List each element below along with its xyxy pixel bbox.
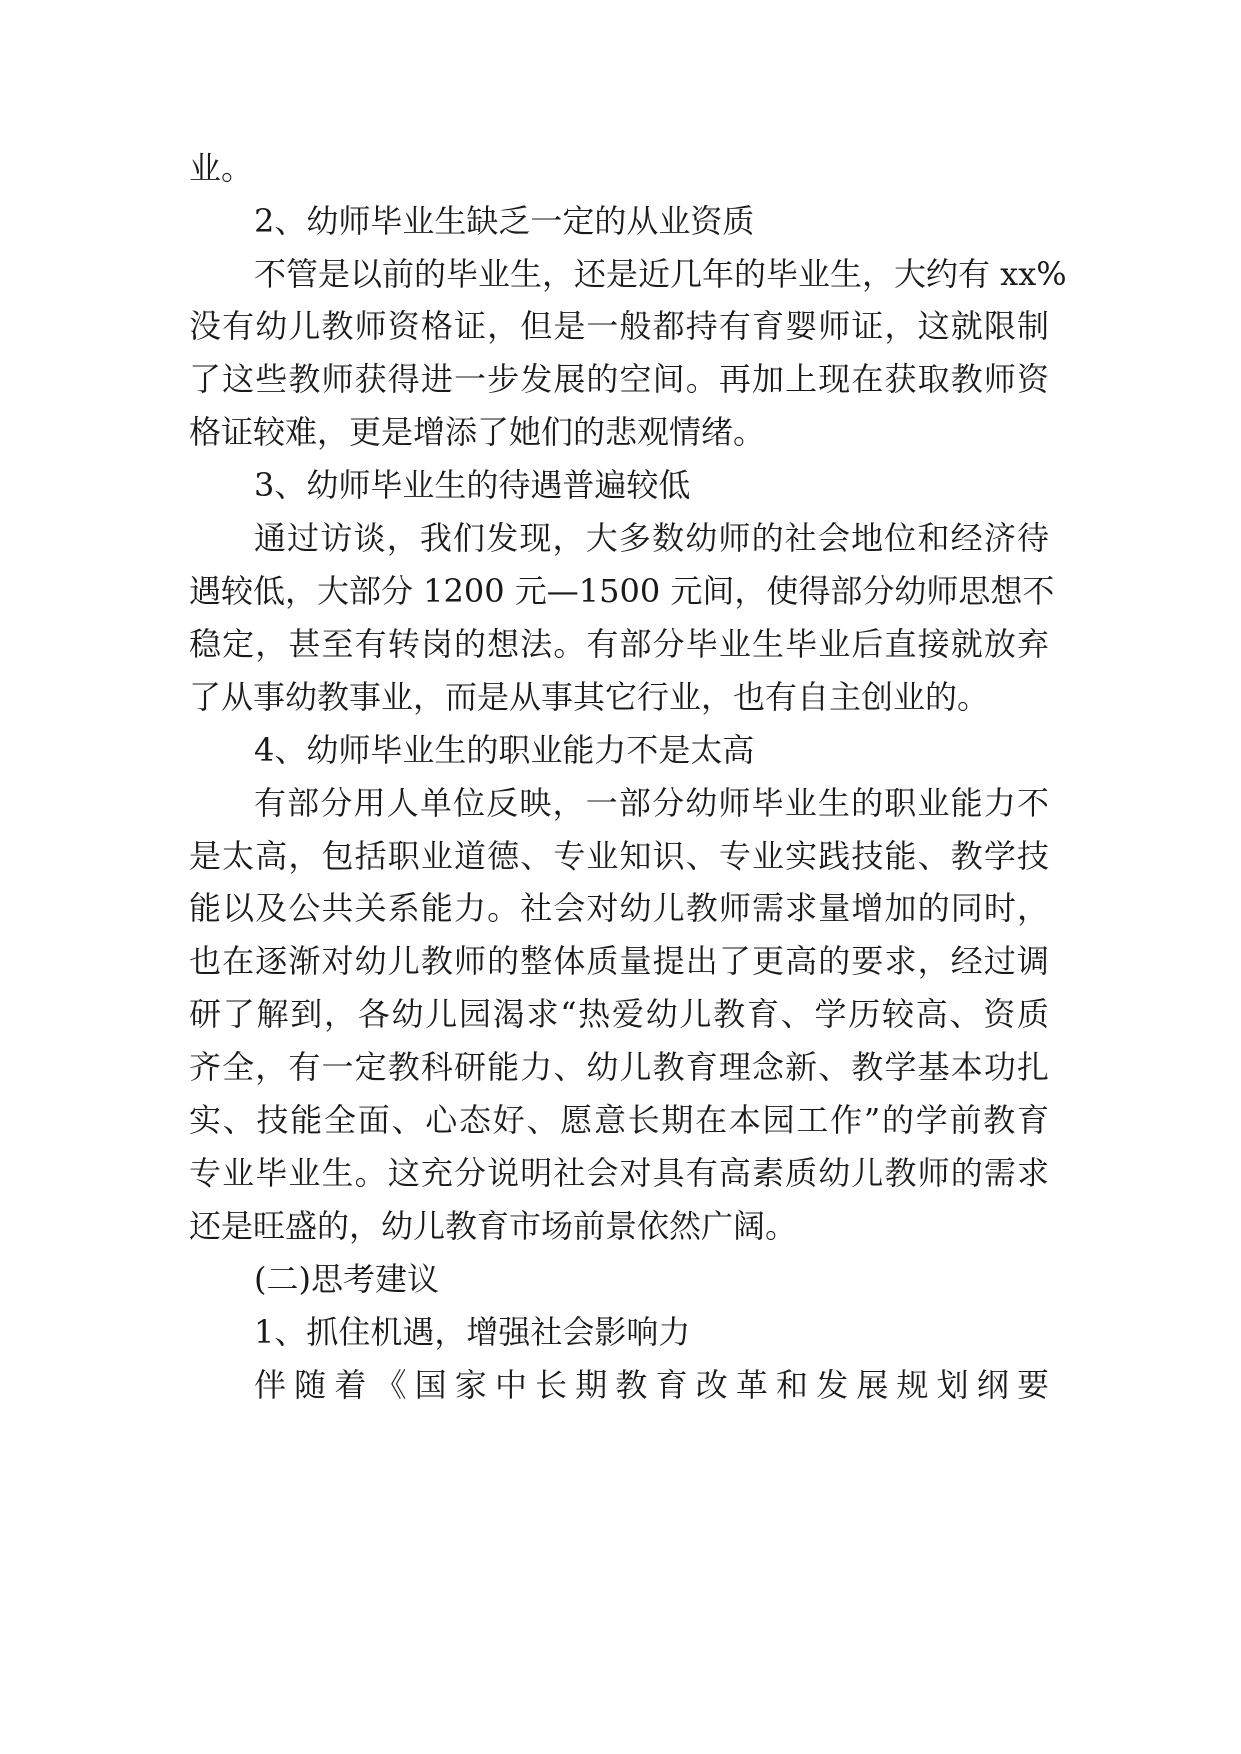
section-heading: 3、幼师毕业生的待遇普遍较低 <box>254 466 691 504</box>
text-line: 遇较低，大部分 1200 元—1500 元间，使得部分幼师思想不 <box>189 572 1055 610</box>
section-heading: 4、幼师毕业生的职业能力不是太高 <box>254 731 755 769</box>
text-line: 伴随着《国家中长期教育改革和发展规划纲要 <box>254 1366 1049 1404</box>
text-line: 是太高，包括职业道德、专业知识、专业实践技能、教学技 <box>189 837 1049 875</box>
text-line: 不管是以前的毕业生，还是近几年的毕业生，大约有 xx% <box>254 255 1067 293</box>
text-line: 专业毕业生。这充分说明社会对具有高素质幼儿教师的需求 <box>189 1154 1049 1192</box>
text-line: 研了解到，各幼儿园渴求“热爱幼儿教育、学历较高、资质 <box>189 995 1049 1033</box>
section-heading: 2、幼师毕业生缺乏一定的从业资质 <box>254 202 755 240</box>
text-line: 业。 <box>189 149 254 187</box>
text-line: 还是旺盛的，幼儿教育市场前景依然广阔。 <box>189 1207 798 1245</box>
section-heading: (二)思考建议 <box>254 1260 439 1298</box>
text-line: 没有幼儿教师资格证，但是一般都持有育婴师证，这就限制 <box>189 307 1049 345</box>
text-line: 了这些教师获得进一步发展的空间。再加上现在获取教师资 <box>189 360 1049 398</box>
text-line: 通过访谈，我们发现，大多数幼师的社会地位和经济待 <box>254 519 1049 557</box>
text-line: 了从事幼教事业，而是从事其它行业，也有自主创业的。 <box>189 678 990 716</box>
text-line: 齐全，有一定教科研能力、幼儿教育理念新、教学基本功扎 <box>189 1048 1049 1086</box>
section-heading: 1、抓住机遇，增强社会影响力 <box>254 1313 691 1351</box>
text-line: 格证较难，更是增添了她们的悲观情绪。 <box>189 413 766 451</box>
text-line: 实、技能全面、心态好、愿意长期在本园工作”的学前教育 <box>189 1101 1049 1139</box>
text-line: 有部分用人单位反映，一部分幼师毕业生的职业能力不 <box>254 784 1049 822</box>
text-line: 稳定，甚至有转岗的想法。有部分毕业生毕业后直接就放弃 <box>189 625 1049 663</box>
text-line: 能以及公共关系能力。社会对幼儿教师需求量增加的同时， <box>189 889 1049 927</box>
text-line: 也在逐渐对幼儿教师的整体质量提出了更高的要求，经过调 <box>189 942 1049 980</box>
